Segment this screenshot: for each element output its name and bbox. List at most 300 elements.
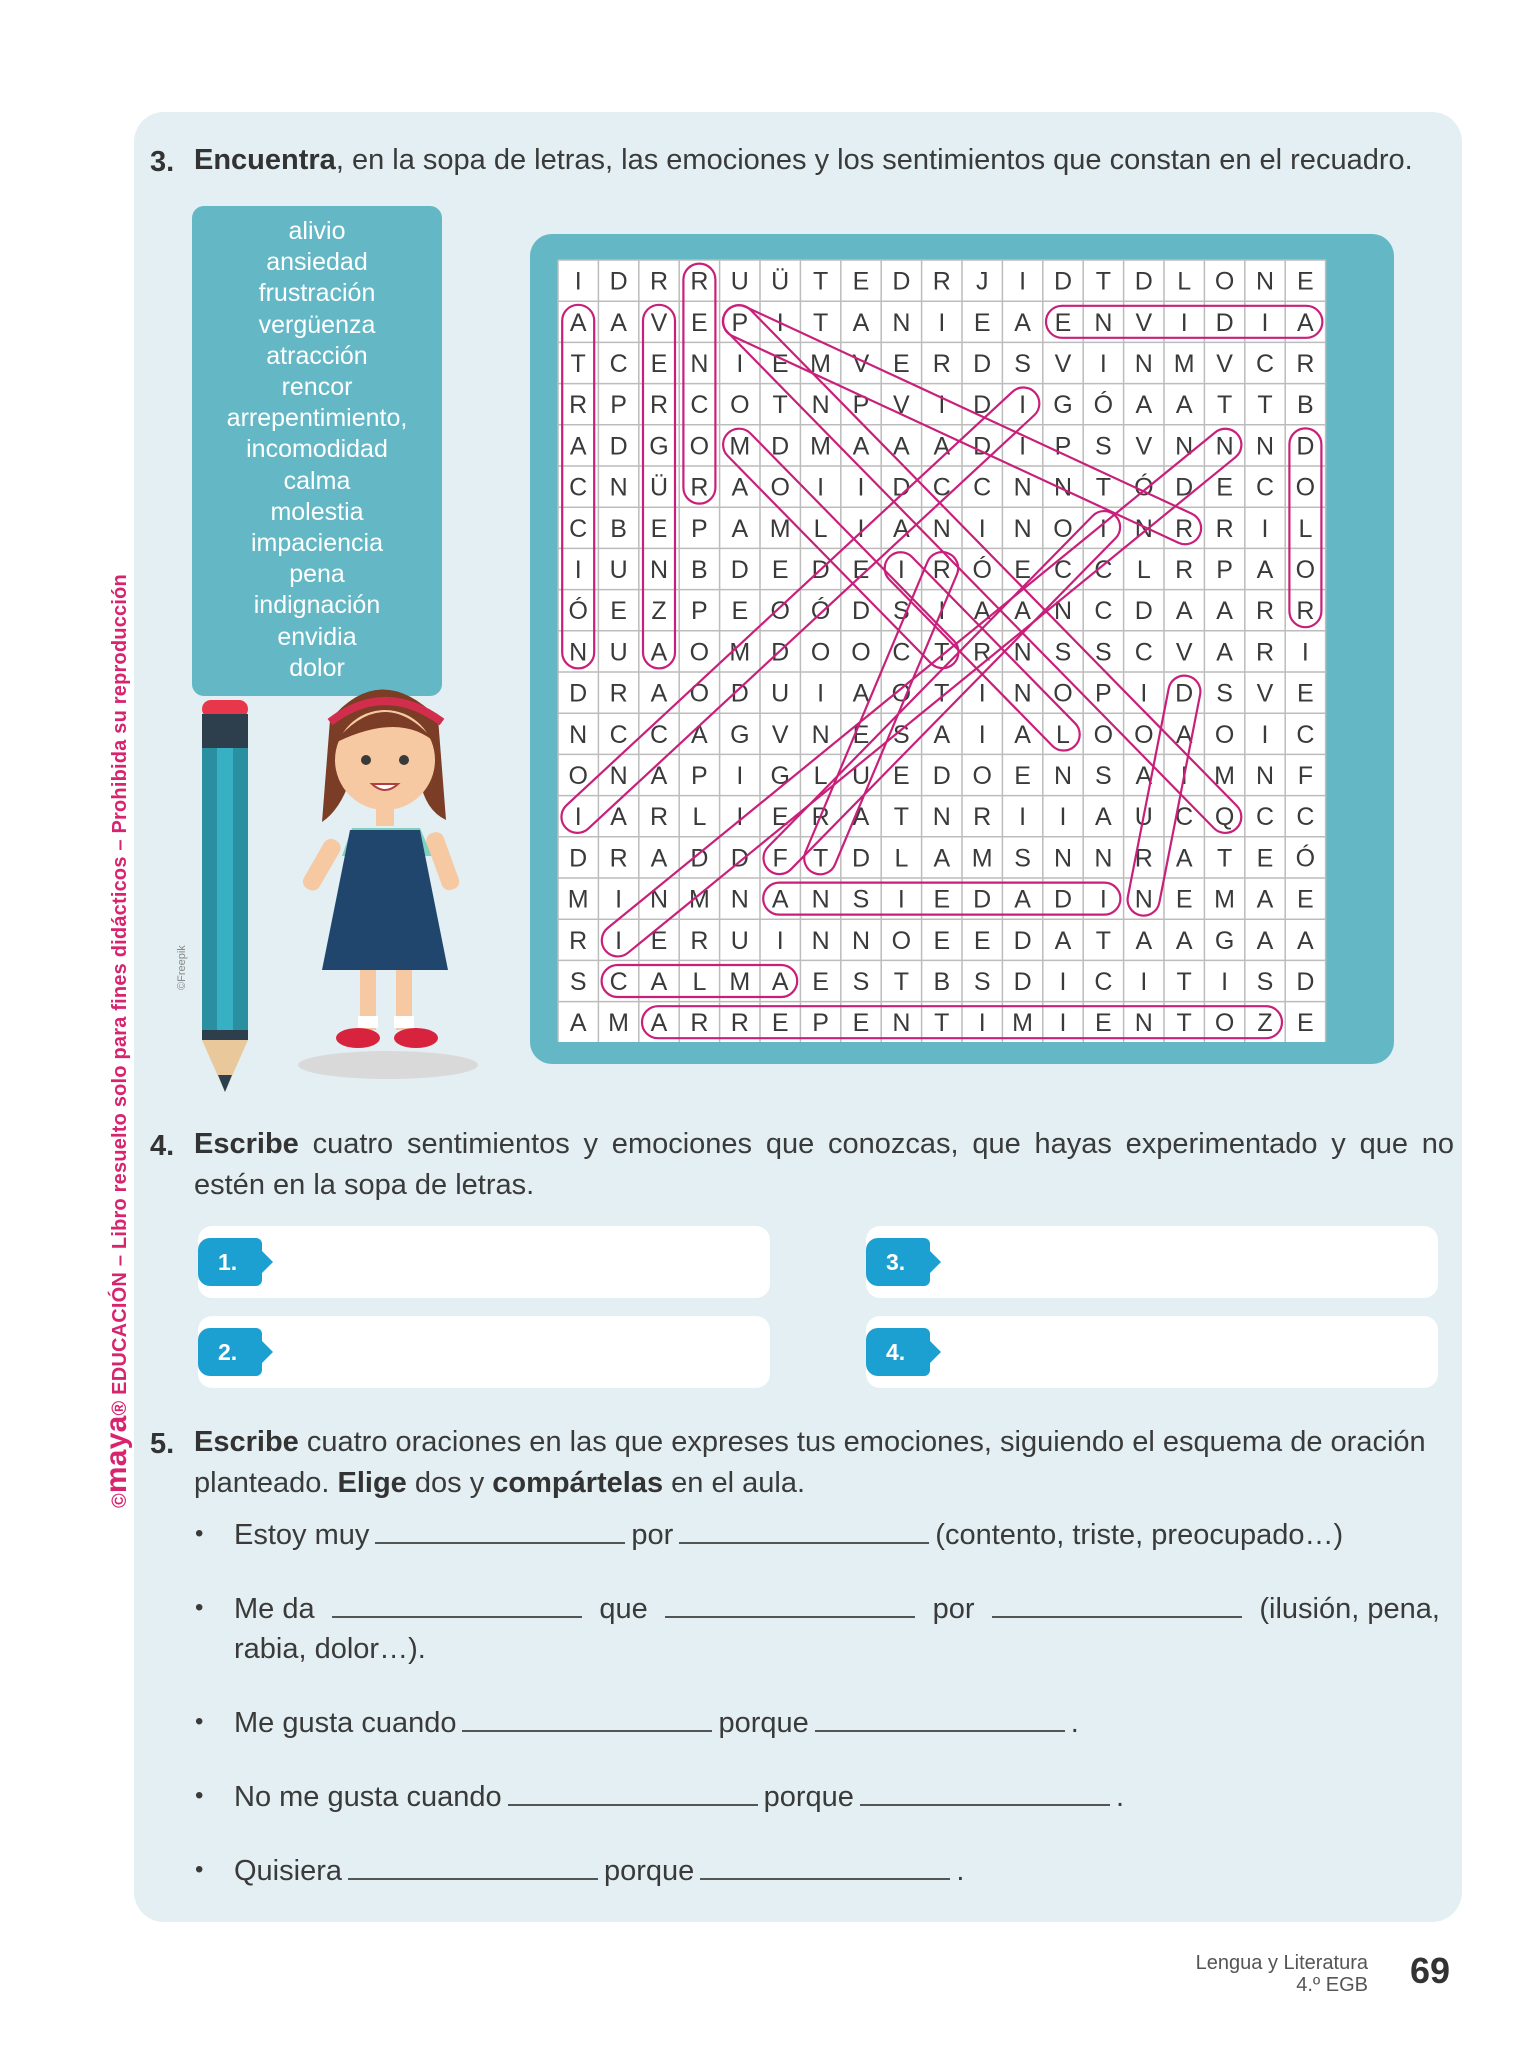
grid-letter: U (1134, 803, 1153, 832)
word-item: rencor (281, 373, 353, 402)
word-item: vergüenza (258, 310, 376, 339)
grid-letter: O (972, 762, 992, 790)
grid-letter: S (1054, 638, 1072, 667)
grid-letter: A (852, 432, 870, 461)
grid-letter: C (569, 473, 588, 502)
grid-letter: I (938, 391, 946, 420)
grid-letter: G (649, 432, 669, 461)
grid-letter: L (1056, 720, 1070, 749)
answer-field-2[interactable] (198, 1316, 770, 1388)
grid-letter: Q (1214, 803, 1235, 832)
grid-letter: I (1019, 432, 1027, 461)
grid-letter: O (770, 597, 790, 626)
answer-field-3[interactable] (866, 1226, 1438, 1298)
grid-letter: I (938, 308, 946, 337)
grid-letter: V (852, 350, 870, 378)
grid-letter: I (1099, 885, 1107, 914)
grid-letter: I (1261, 514, 1269, 543)
grid-letter: M (688, 885, 710, 914)
grid-letter: T (1095, 267, 1112, 296)
blank-field[interactable] (679, 1514, 929, 1544)
grid-letter: D (1296, 968, 1315, 996)
grid-letter: S (852, 885, 870, 914)
grid-letter: N (811, 926, 830, 955)
grid-letter: T (934, 679, 950, 708)
grid-letter: N (811, 720, 830, 749)
grid-letter: E (1297, 267, 1314, 296)
grid-letter: C (892, 638, 911, 667)
grid-letter: C (1296, 720, 1315, 749)
grid-letter: M (729, 432, 751, 461)
grid-letter: A (852, 308, 870, 337)
grid-letter: D (569, 679, 588, 708)
grid-letter: D (973, 391, 992, 420)
grid-letter: R (649, 267, 669, 296)
grid-letter: C (1255, 350, 1275, 378)
grid-letter: N (569, 720, 588, 749)
grid-letter: I (574, 803, 582, 832)
blank-field[interactable] (860, 1776, 1110, 1806)
grid-letter: O (1295, 473, 1316, 502)
question-4-number: 4. (150, 1130, 175, 1162)
grid-letter: T (1176, 1009, 1192, 1038)
grid-letter: G (1214, 926, 1235, 955)
grid-letter: C (1094, 556, 1113, 584)
grid-letter: A (1095, 803, 1112, 832)
grid-letter: V (1256, 679, 1274, 708)
grid-letter: I (776, 308, 784, 337)
grid-letter: T (1176, 968, 1192, 996)
grid-letter: R (932, 267, 951, 296)
grid-letter: O (1093, 720, 1114, 749)
grid-letter: N (892, 308, 911, 337)
grid-letter: P (691, 597, 708, 626)
grid-letter: O (810, 638, 831, 667)
question-5-verb-2: Elige (337, 1467, 407, 1499)
grid-letter: S (1216, 679, 1233, 708)
grid-letter: A (1135, 926, 1153, 955)
grid-letter: R (690, 473, 709, 502)
grid-letter: R (1255, 597, 1275, 626)
brand-name: maya (100, 1415, 133, 1494)
grid-letter: A (893, 514, 910, 543)
grid-letter: R (1215, 514, 1234, 543)
blank-field[interactable] (700, 1850, 950, 1880)
grid-letter: D (1053, 267, 1073, 296)
grid-letter: P (812, 1009, 829, 1038)
grid-letter: Ó (972, 556, 992, 584)
grid-letter: I (1140, 968, 1148, 996)
grid-letter: L (692, 803, 707, 832)
grid-letter: D (1296, 432, 1315, 461)
question-5-verb: Escribe (194, 1426, 299, 1458)
grid-letter: S (893, 720, 910, 749)
girl-icon (300, 689, 461, 1048)
grid-letter: E (731, 597, 749, 626)
grid-letter: O (568, 762, 588, 790)
grid-letter: C (1255, 473, 1275, 502)
grid-letter: E (1297, 885, 1314, 914)
grid-letter: A (650, 762, 668, 790)
grid-letter: A (1135, 391, 1153, 420)
grid-letter: C (932, 473, 951, 502)
grid-letter: E (1256, 844, 1274, 873)
grid-letter: I (1019, 267, 1027, 296)
answer-label-3: 3. (866, 1238, 930, 1286)
grid-letter: A (933, 844, 951, 873)
sentence-2-hint: (ilusión, pena, (1259, 1593, 1440, 1625)
grid-letter: I (897, 885, 905, 914)
grid-letter: E (1054, 308, 1072, 337)
grid-letter: M (567, 885, 589, 914)
grid-letter: O (1134, 720, 1154, 749)
grid-letter: L (692, 968, 707, 996)
blank-field[interactable] (348, 1850, 598, 1880)
grid-letter: R (1296, 597, 1315, 626)
blank-field[interactable] (375, 1514, 625, 1544)
grid-letter: U (609, 638, 628, 667)
grid-letter: I (938, 597, 946, 626)
grid-letter: D (973, 432, 992, 461)
grid-letter: A (1175, 720, 1193, 749)
grid-letter: Ó (1295, 844, 1316, 873)
grid-letter: R (1134, 844, 1153, 873)
blank-field[interactable] (992, 1588, 1242, 1618)
grid-letter: D (932, 762, 951, 790)
grid-letter: N (1013, 514, 1032, 543)
grid-letter: O (1053, 679, 1073, 708)
grid-letter: N (569, 638, 588, 667)
subject-name: Lengua y Literatura (1195, 1952, 1368, 1974)
sentence-4-mid: porque (763, 1781, 854, 1813)
grid-letter: I (1301, 638, 1309, 667)
grid-letter: A (893, 432, 910, 461)
grid-letter: E (893, 350, 910, 378)
bullet: • (195, 1520, 204, 1547)
grid-letter: D (1175, 679, 1194, 708)
grid-letter: N (690, 350, 709, 378)
grid-letter: T (1095, 926, 1112, 955)
question-5-verb-3: compártelas (492, 1467, 664, 1499)
grid-letter: S (973, 968, 991, 996)
word-item: atracción (266, 341, 368, 370)
grid-letter: A (1014, 308, 1031, 337)
sentence-1-mid: por (631, 1519, 674, 1551)
grid-letter: E (1216, 473, 1233, 502)
sentence-1-start: Estoy muy (234, 1519, 370, 1551)
word-item: envidia (277, 622, 357, 651)
grid-letter: U (771, 679, 790, 708)
grid-letter: I (615, 885, 623, 914)
grid-letter: T (934, 638, 950, 667)
grid-letter: T (1216, 391, 1233, 420)
grid-letter: A (650, 638, 668, 667)
grid-letter: N (1255, 267, 1275, 296)
grid-letter: O (1053, 514, 1073, 543)
grid-letter: D (609, 432, 628, 461)
grid-letter: P (1095, 679, 1112, 708)
grid-letter: E (771, 556, 789, 584)
grid-letter: D (1215, 308, 1234, 337)
grid-letter: N (1094, 844, 1113, 873)
grid-letter: U (730, 267, 749, 296)
grid-letter: I (736, 762, 744, 790)
word-item: impaciencia (250, 529, 383, 558)
grid-letter: N (1053, 762, 1073, 790)
grid-letter: N (1255, 762, 1275, 790)
grid-letter: A (1135, 762, 1153, 790)
grid-letter: D (730, 844, 749, 873)
grid-letter: O (1295, 556, 1316, 584)
grid-letter: I (978, 514, 986, 543)
answer-field-1[interactable] (198, 1226, 770, 1298)
question-5-number: 5. (150, 1428, 175, 1460)
grid-letter: T (570, 350, 586, 378)
grid-letter: F (1297, 762, 1314, 790)
question-5-instruction-3: en el aula. (663, 1467, 806, 1499)
grid-letter: Ó (1093, 391, 1114, 420)
grid-letter: E (1175, 885, 1193, 914)
grid-letter: A (1216, 597, 1233, 626)
answer-label-2: 2. (198, 1328, 262, 1376)
grid-letter: T (893, 803, 910, 832)
grid-letter: S (852, 968, 870, 996)
grid-letter: I (1099, 350, 1107, 378)
pencil-icon (202, 700, 248, 1092)
sentence-2-hint-cont: rabia, dolor…). (234, 1633, 426, 1665)
grid-letter: Ó (1134, 473, 1154, 502)
grid-letter: T (1216, 844, 1233, 873)
grid-letter: P (731, 308, 749, 337)
grid-letter: D (973, 350, 992, 378)
grid-letter: I (897, 556, 905, 584)
word-item: frustración (258, 279, 376, 308)
grid-letter: D (1175, 473, 1194, 502)
word-search-frame (530, 234, 1394, 1064)
blank-field[interactable] (815, 1702, 1065, 1732)
sentence-4-end: . (1115, 1781, 1124, 1813)
grid-letter: N (811, 885, 830, 914)
grid-letter: A (1014, 885, 1031, 914)
grid-letter: M (1214, 762, 1236, 790)
answer-label-4: 4. (866, 1328, 930, 1376)
sentence-1 (196, 1514, 1436, 1555)
sentence-3-start: Me gusta cuando (234, 1707, 457, 1739)
sentence-2-mid-2: por (932, 1593, 975, 1625)
sentence-4-start: No me gusta cuando (234, 1781, 502, 1813)
grid-letter: A (1175, 391, 1193, 420)
grid-letter: D (1013, 926, 1032, 955)
question-4-text (194, 1124, 1454, 1206)
grid-letter: I (736, 803, 744, 832)
grid-letter: N (851, 926, 871, 955)
grid-letter: S (1014, 350, 1031, 378)
grid-letter: R (609, 844, 628, 873)
grid-letter: M (1173, 350, 1195, 378)
grid-letter: A (933, 432, 951, 461)
grid-letter: E (852, 556, 870, 584)
grid-letter: C (690, 391, 709, 420)
grid-letter: D (609, 267, 628, 296)
grid-letter: D (851, 597, 871, 626)
answer-label-1: 1. (198, 1238, 262, 1286)
grid-letter: N (1134, 1009, 1153, 1038)
grid-letter: P (691, 514, 708, 543)
grid-letter: V (650, 308, 668, 337)
grid-letter: D (771, 432, 790, 461)
grid-letter: I (817, 473, 825, 502)
grid-letter: I (1180, 762, 1188, 790)
grid-letter: T (812, 844, 829, 873)
grid-letter: P (691, 762, 708, 790)
grid-letter: R (649, 391, 669, 420)
grid-letter: C (609, 968, 628, 996)
grid-letter: A (650, 844, 668, 873)
grid-letter: E (650, 350, 668, 378)
grid-letter: O (689, 432, 710, 461)
grid-letter: D (1013, 968, 1032, 996)
grid-letter: E (771, 350, 789, 378)
grid-letter: A (1175, 926, 1193, 955)
grid-letter: T (1095, 473, 1112, 502)
grid-letter: M (729, 968, 751, 996)
grid-letter: O (1214, 267, 1235, 296)
grid-letter: J (975, 267, 989, 296)
answer-field-4[interactable] (866, 1316, 1438, 1388)
grid-letter: C (1094, 597, 1113, 626)
grid-letter: I (1221, 968, 1229, 996)
grid-letter: C (569, 514, 588, 543)
grid-letter: I (574, 556, 582, 584)
grid-letter: S (893, 597, 910, 626)
image-credit: ©Freepik (176, 945, 188, 990)
grid-letter: N (730, 885, 749, 914)
grid-letter: A (569, 432, 587, 461)
copyright-credit (100, 574, 134, 1508)
grid-letter: I (1059, 803, 1067, 832)
grid-letter: V (893, 391, 910, 420)
grid-letter: I (817, 679, 825, 708)
bullet: • (195, 1708, 204, 1735)
grid-letter: O (770, 473, 790, 502)
question-5-instruction-2: dos y (406, 1467, 493, 1499)
grid-letter: R (609, 679, 628, 708)
grid-letter: M (1012, 1009, 1034, 1038)
grid-letter: I (978, 1009, 986, 1038)
word-item: alivio (288, 217, 346, 245)
grid-letter: A (569, 308, 587, 337)
grid-letter: D (892, 267, 911, 296)
grid-letter: V (1054, 350, 1072, 378)
grid-letter: A (1175, 597, 1193, 626)
word-item: ansiedad (266, 248, 368, 277)
grid-letter: P (852, 391, 870, 420)
blank-field[interactable] (332, 1588, 582, 1618)
grid-letter: O (730, 391, 750, 420)
grid-letter: D (973, 885, 992, 914)
grid-letter: E (691, 308, 708, 337)
grid-letter: I (1019, 803, 1027, 832)
page-number: 69 (1409, 1950, 1450, 1991)
grid-letter: E (1297, 679, 1314, 708)
grid-letter: I (1059, 968, 1067, 996)
pencil-girl-illustration (180, 660, 500, 1100)
grid-letter: C (1296, 803, 1315, 832)
grid-letter: I (776, 926, 784, 955)
grid-letter: E (1095, 1009, 1112, 1038)
blank-field[interactable] (665, 1588, 915, 1618)
grid-letter: N (1013, 679, 1032, 708)
grid-letter: I (1059, 1009, 1067, 1038)
grid-letter: N (1134, 514, 1153, 543)
grid-letter: S (1095, 432, 1112, 461)
grid-letter: A (731, 473, 749, 502)
question-3-verb: Encuentra (194, 144, 336, 176)
word-search-grid (554, 256, 1370, 1042)
sentence-5-start: Quisiera (234, 1855, 342, 1887)
grid-letter: V (1175, 638, 1193, 667)
grid-letter: R (932, 350, 951, 378)
grid-letter: R (811, 803, 830, 832)
grid-letter: A (1175, 844, 1193, 873)
grid-letter: S (1014, 844, 1031, 873)
grid-letter: N (892, 1009, 911, 1038)
grid-letter: U (851, 762, 871, 790)
grid-letter: E (1014, 556, 1031, 584)
sentence-5 (196, 1850, 1436, 1891)
grid-letter: I (574, 267, 582, 296)
grid-letter: D (1134, 597, 1153, 626)
grid-letter: A (569, 1009, 587, 1038)
grid-letter: N (649, 885, 669, 914)
footer-subject (1196, 1952, 1368, 1996)
blank-field[interactable] (508, 1776, 758, 1806)
grid-letter: E (771, 1009, 789, 1038)
grid-letter: E (933, 885, 951, 914)
grid-letter: V (1216, 350, 1233, 378)
word-list-box (192, 206, 442, 696)
grid-letter: Z (1257, 1009, 1273, 1038)
question-5-text (194, 1422, 1454, 1504)
grid-letter: A (1256, 556, 1274, 584)
grid-letter: N (1134, 350, 1153, 378)
grid-letter: I (857, 514, 865, 543)
word-item: molestia (270, 497, 364, 526)
grid-letter: C (1255, 803, 1275, 832)
grid-letter: N (1094, 308, 1113, 337)
grid-letter: A (1256, 926, 1274, 955)
grid-letter: G (770, 762, 790, 790)
grid-letter: A (691, 720, 708, 749)
grid-letter: E (1014, 762, 1031, 790)
grid-letter: D (730, 556, 749, 584)
grid-letter: R (932, 556, 951, 584)
grid-letter: A (852, 679, 870, 708)
grid-letter: I (857, 473, 865, 502)
grid-letter: I (1140, 679, 1148, 708)
grid-letter: T (1257, 391, 1273, 420)
blank-field[interactable] (462, 1702, 712, 1732)
bullet: • (195, 1856, 204, 1883)
grid-letter: E (852, 267, 870, 296)
grid-letter: N (1013, 473, 1032, 502)
grid-letter: R (1175, 514, 1194, 543)
grid-letter: M (810, 432, 832, 461)
grid-letter: O (1214, 720, 1235, 749)
grid-letter: R (730, 1009, 749, 1038)
grid-letter: R (569, 926, 588, 955)
grid-letter: E (650, 514, 668, 543)
